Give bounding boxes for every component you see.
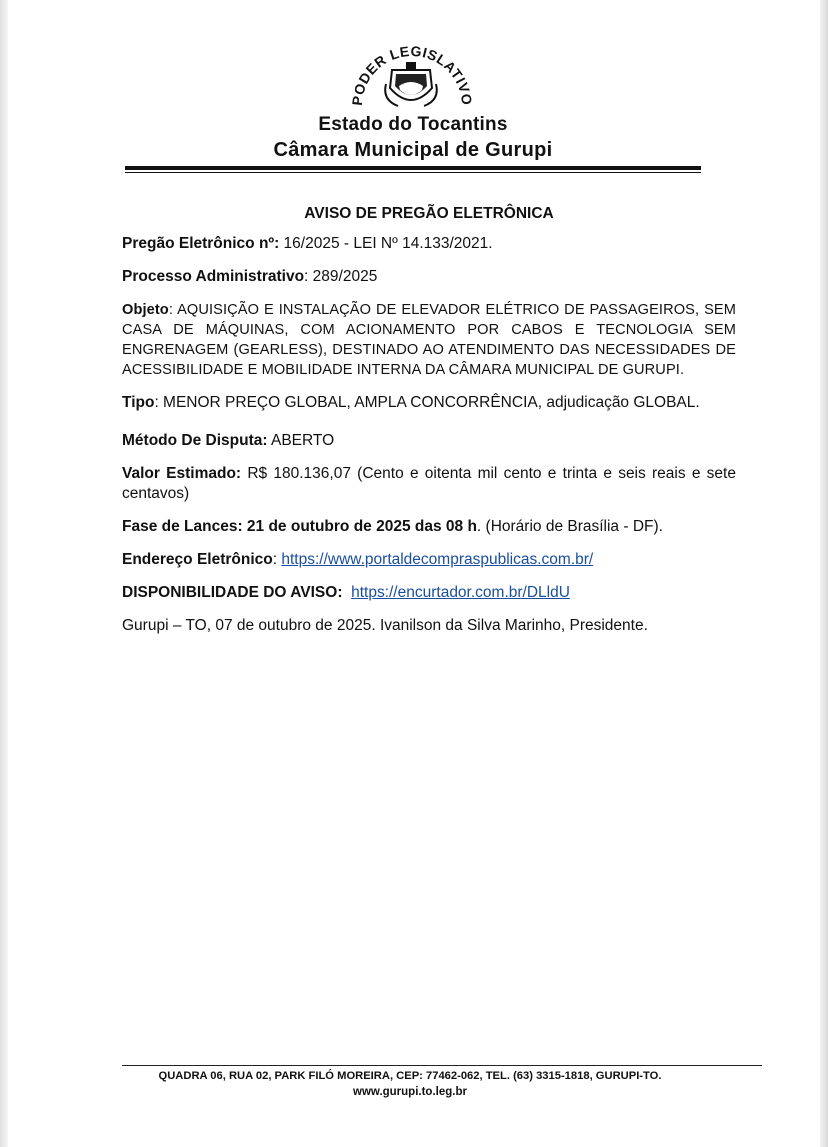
disponibilidade-line	[122, 583, 736, 603]
footer-divider	[122, 1065, 762, 1066]
objeto-paragraph	[122, 300, 736, 380]
seal-emblem-icon	[385, 62, 437, 106]
metodo-line	[122, 431, 736, 451]
endereco-label: Endereço Eletrônico	[122, 551, 273, 568]
endereco-line	[122, 550, 736, 570]
page-left-edge	[0, 0, 8, 1147]
closing-line: Gurupi – TO, 07 de outubro de 2025. Ivanilson da Silva Marinho, Presidente.	[122, 617, 648, 634]
objeto-value: : AQUISIÇÃO E INSTALAÇÃO DE ELEVADOR ELÉTRICO DE PASSAGEIROS, SEM CASA DE MÁQUINAS, COM ACIONAMENTO POR CABOS E TECNOLOGIA SEM ENGRENAGEM (GEARLESS), DESTINADO AO ATENDIMENTO DAS NECESSIDADES DE ACESSIBILIDADE E MOBILIDADE INTERNA DA CÂMARA MUNICIPAL DE GURUPI.	[122, 302, 736, 378]
valor-label: Valor Estimado:	[122, 465, 242, 482]
fase-line	[122, 517, 736, 537]
disponibilidade-label: DISPONIBILIDADE DO AVISO	[122, 584, 338, 601]
chamber-name: Câmara Municipal de Gurupi	[273, 139, 553, 161]
header-divider	[125, 166, 701, 170]
header-divider-thin	[125, 172, 701, 173]
notice-body	[122, 204, 736, 649]
endereco-sep: :	[272, 551, 282, 568]
pregao-value: 16/2025 - LEI Nº 14.133/2021.	[279, 235, 493, 252]
tipo-value: : MENOR PREÇO GLOBAL, AMPLA CONCORRÊNCIA, adjudicação GLOBAL.	[154, 394, 700, 411]
legislative-seal-logo	[342, 40, 480, 120]
pregao-label: Pregão Eletrônico nº:	[122, 235, 280, 252]
state-name: Estado do Tocantins	[318, 114, 508, 135]
fase-value: . (Horário de Brasília - DF).	[476, 518, 663, 535]
metodo-value: ABERTO	[267, 432, 335, 449]
page-right-edge	[820, 0, 828, 1147]
valor-paragraph	[122, 464, 736, 504]
valor-value: R$ 180.136,07 (Cento e oitenta mil cento e trinta e seis reais e sete centavos)	[122, 465, 736, 502]
metodo-label: Método De Disputa:	[122, 432, 268, 449]
short-link[interactable]: https://encurtador.com.br/DLldU	[351, 584, 570, 601]
seal-text: PODER LEGISLATIVO	[348, 42, 476, 107]
footer-website: www.gurupi.to.leg.br	[353, 1086, 467, 1098]
disponibilidade-sep: :	[337, 584, 352, 601]
notice-title: AVISO DE PREGÃO ELETRÔNICA	[304, 205, 554, 222]
objeto-label: Objeto	[122, 302, 169, 318]
tipo-line	[122, 393, 736, 413]
processo-value: : 289/2025	[304, 268, 378, 285]
fase-label: Fase de Lances: 21 de outubro de 2025 das 08 h	[122, 518, 477, 535]
processo-line	[122, 267, 736, 287]
pregao-line	[122, 234, 736, 254]
processo-label: Processo Administrativo	[122, 268, 305, 285]
portal-link[interactable]: https://www.portaldecompraspublicas.com.br/	[281, 551, 594, 568]
footer-address: QUADRA 06, RUA 02, PARK FILÓ MOREIRA, CEP: 77462-062, TEL. (63) 3315-1818, GURUPI-TO.	[158, 1070, 662, 1082]
tipo-label: Tipo	[122, 394, 155, 411]
